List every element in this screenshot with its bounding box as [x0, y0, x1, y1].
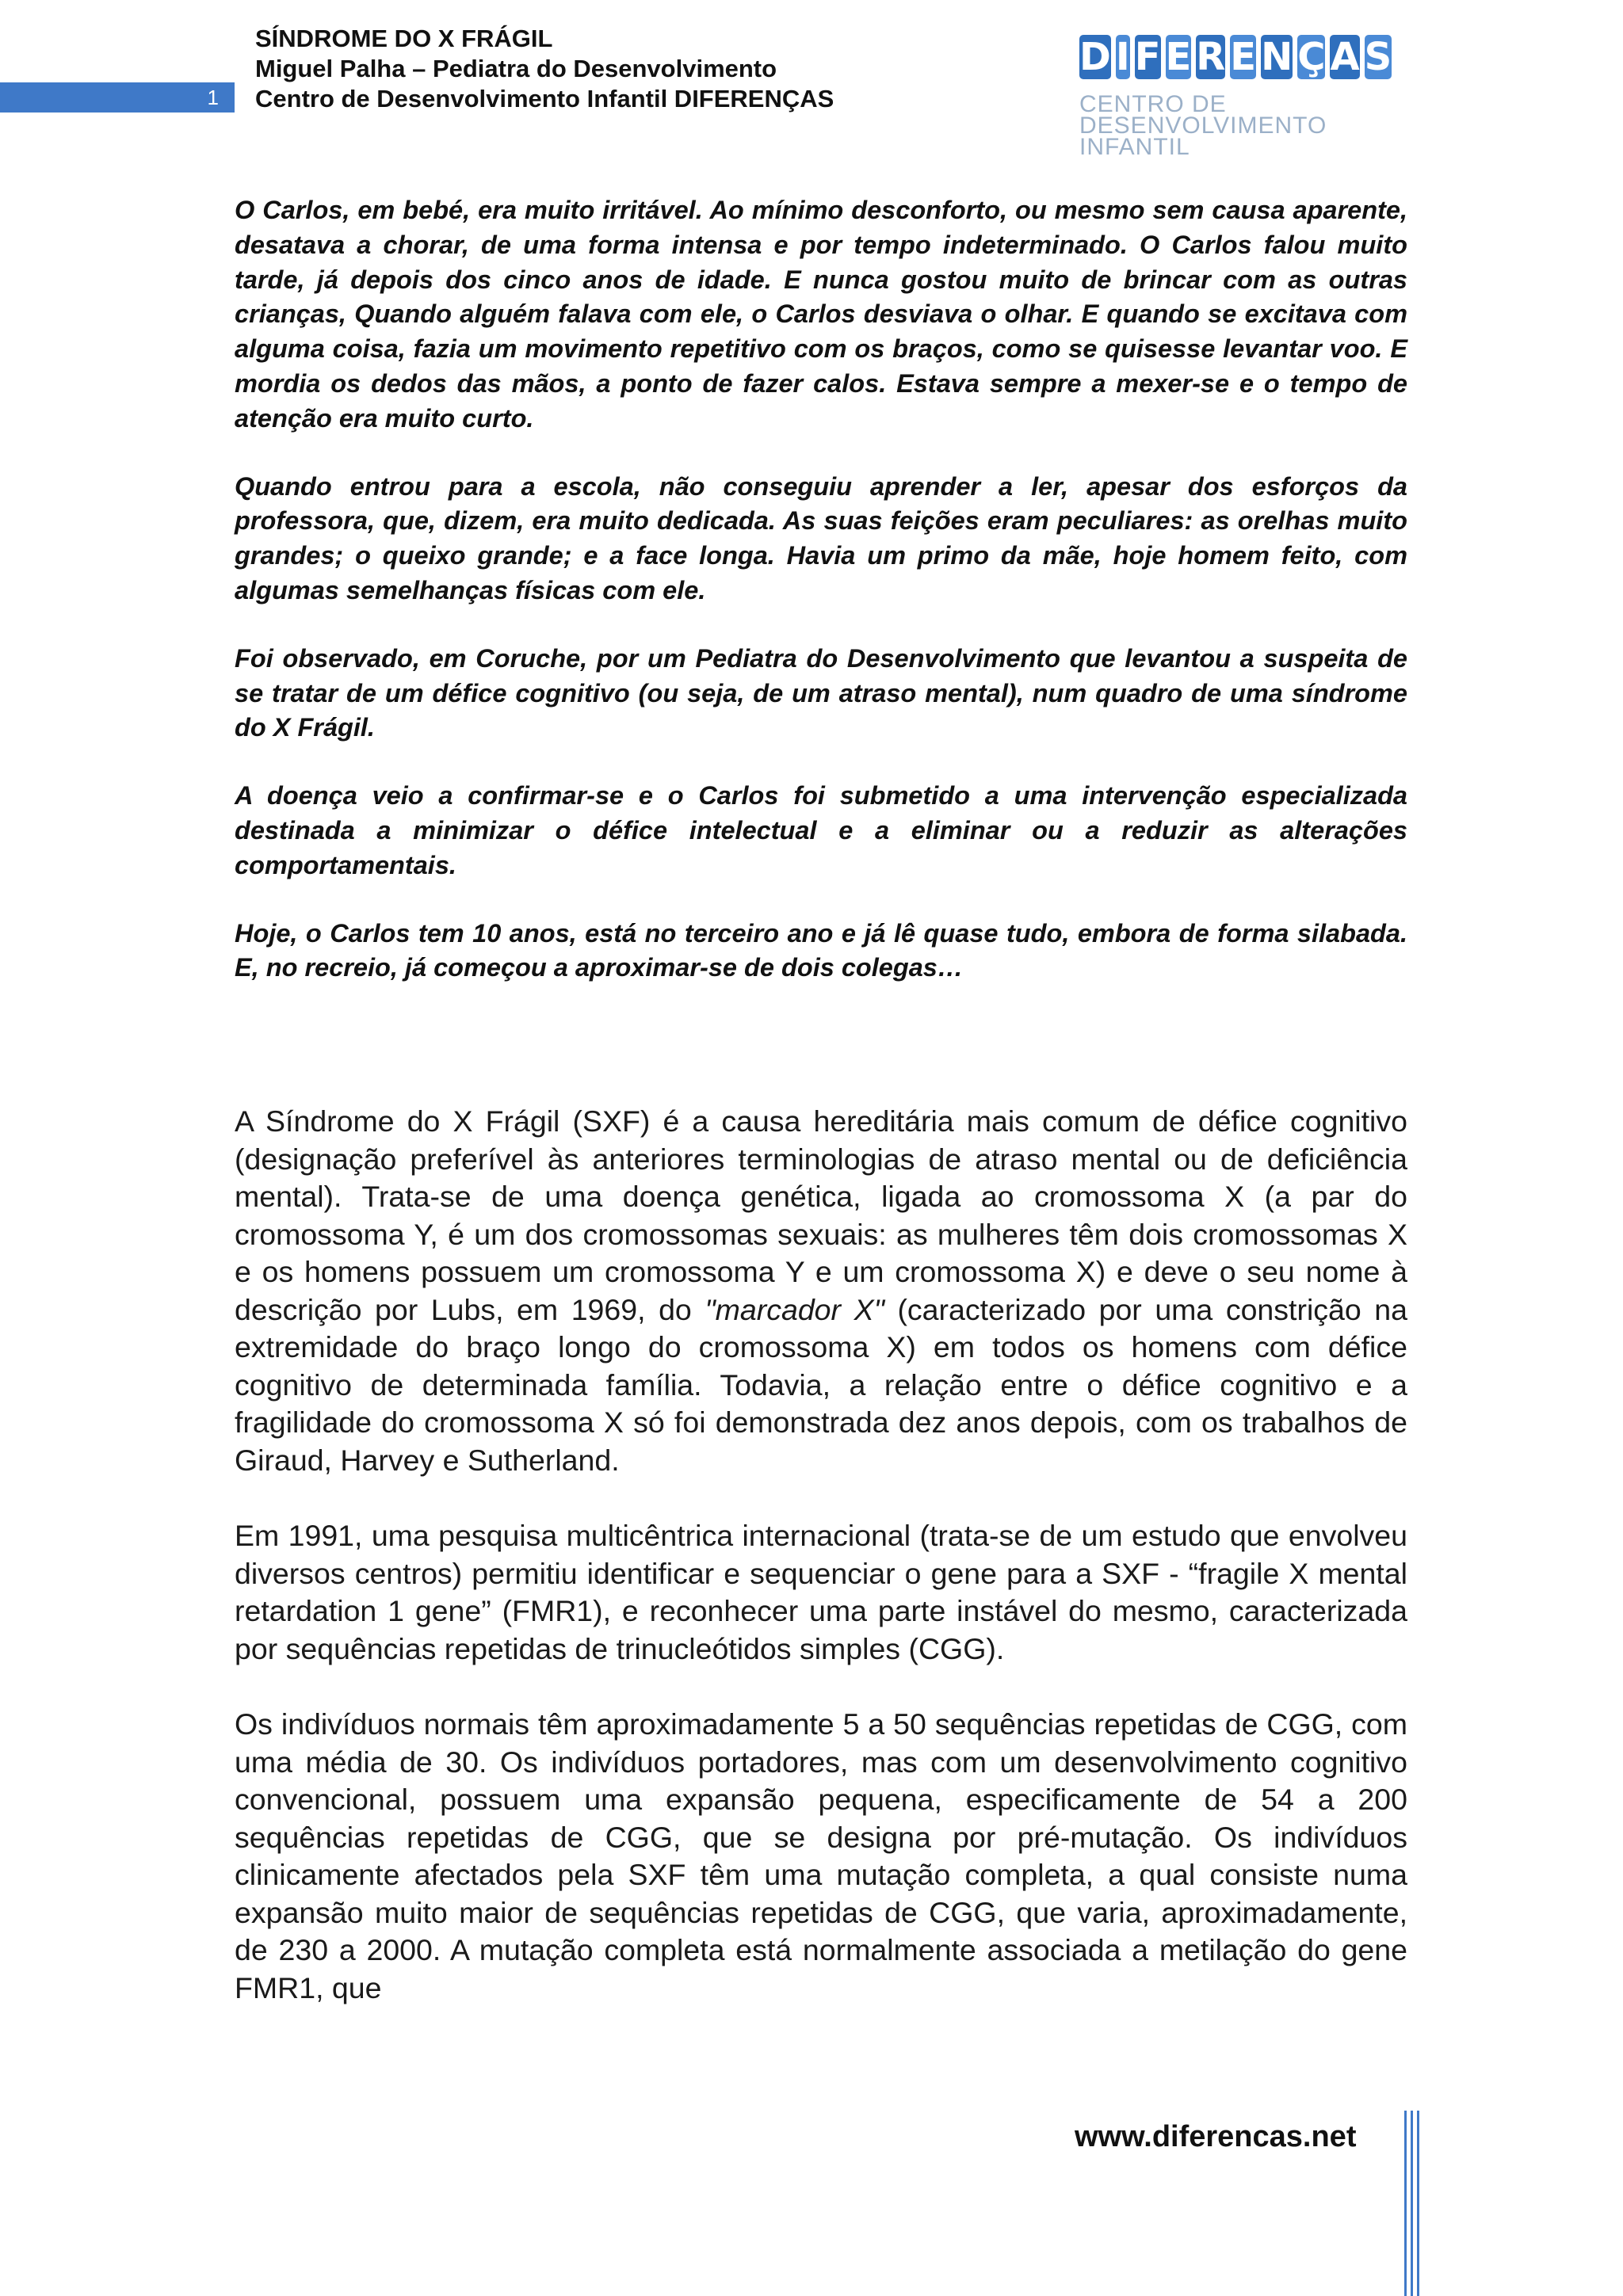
footer-decoration — [1404, 2111, 1423, 2296]
story-paragraph: A doença veio a confirmar-se e o Carlos foi submetido a uma intervenção especializada destinada a minimizar o défice intelectual e a eliminar ou a reduzir as alterações comportamentais. — [235, 781, 1407, 879]
logo-letter: S — [1364, 35, 1392, 79]
logo-letter: E — [1230, 35, 1257, 79]
footer-bar — [1417, 2111, 1419, 2296]
logo-sub-line: INFANTIL — [1079, 134, 1190, 160]
story-paragraph: Hoje, o Carlos tem 10 anos, está no terceiro ano e já lê quase tudo, embora de forma silabada. E, no recreio, já começou a aproximar-se de dois colegas… — [235, 918, 1407, 982]
story-paragraph: Quando entrou para a escola, não conseguiu aprender a ler, apesar dos esforços da professora, que, dizem, era muito dedicada. As suas feições eram peculiares: as orelhas muito grandes; o queixo grande; e a face longa. Havia um primo da mãe, hoje homem feito, com algumas semelhanças físicas com ele. — [235, 471, 1407, 605]
logo-letter: A — [1330, 35, 1360, 79]
logo-letter: I — [1115, 35, 1130, 79]
logo-letter: Ç — [1297, 35, 1326, 79]
logo-sub-line: DESENVOLVIMENTO — [1079, 113, 1327, 139]
logo-wordmark — [1079, 35, 1392, 81]
main-text — [235, 1103, 1407, 2045]
logo-sub-line: CENTRO DE — [1079, 91, 1227, 117]
case-story — [235, 193, 1407, 1019]
body-text: (caracterizado por uma constrição na extremidade do braço longo do cromossoma X) em todos os homens com défice cognitivo de determinada família. Todavia, a relação entre o défice cognitivo e a fragilidade do cromossoma X só foi demonstrada dez anos depois, com os trabalhos de Giraud, Harvey e Sutherland. — [235, 1292, 1407, 1477]
logo-letter: R — [1196, 35, 1226, 79]
page-number: 1 — [0, 82, 235, 113]
document-header — [255, 24, 834, 114]
document-center: Centro de Desenvolvimento Infantil DIFERENÇAS — [255, 85, 834, 113]
body-paragraph: Em 1991, uma pesquisa multicêntrica internacional (trata-se de um estudo que envolveu diversos centros) permitiu identificar e sequenciar o gene para a SXF - “fragile X mental retardation 1 gene” (FMR1), e reconhecer uma parte instável do mesmo, caracterizada por sequências repetidas de trinucleótidos simples (CGG). — [235, 1519, 1407, 1665]
logo-letter: F — [1134, 35, 1161, 79]
story-paragraph: O Carlos, em bebé, era muito irritável. Ao mínimo desconforto, ou mesmo sem causa aparente, desatava a chorar, de uma forma intensa e por tempo indeterminado. O Carlos falou muito tarde, já depois dos cinco anos de idade. E nunca gostou muito de brincar com as outras crianças, Quando alguém falava com ele, o Carlos desviava o olhar. E quando se excitava com alguma coisa, fazia um movimento repetitivo com os braços, como se quisesse levantar voo. E mordia os dedos das mãos, a ponto de fazer calos. Estava sempre a mexer-se e o tempo de atenção era muito curto. — [235, 196, 1407, 433]
logo-letter: N — [1261, 35, 1293, 79]
italic-term: "marcador X" — [705, 1292, 884, 1326]
story-paragraph: Foi observado, em Coruche, por um Pediatra do Desenvolvimento que levantou a suspeita de se tratar de um défice cognitivo (ou seja, de um atraso mental), num quadro de uma síndrome do X Frágil. — [235, 643, 1407, 742]
logo-letter: D — [1079, 35, 1111, 79]
footer-website-link[interactable]: www.diferencas.net — [1075, 2120, 1357, 2153]
footer-bar — [1404, 2111, 1407, 2296]
diferencas-logo — [1079, 35, 1392, 170]
footer-bar — [1411, 2111, 1413, 2296]
body-text: A Síndrome do X Frágil (SXF) é a causa hereditária mais comum de défice cognitivo (designação preferível às anteriores terminologias de atraso mental ou de deficiência mental). Trata-se de uma doença genética, ligada ao cromossoma X (a par do cromossoma Y, é um dos cromossomas sexuais: as mulheres têm dois cromossomas X e os homens possuem um cromossoma Y e um cromossoma X) e deve o seu nome à descrição por Lubs, em 1969, do — [235, 1104, 1407, 1326]
body-paragraph: Os indivíduos normais têm aproximadamente 5 a 50 sequências repetidas de CGG, com uma média de 30. Os indivíduos portadores, mas com um desenvolvimento cognitivo convencional, possuem uma expansão pequena, especificamente de 54 a 200 sequências repetidas de CGG, que se designa por pré-mutação. Os indivíduos clinicamente afectados pela SXF têm uma mutação completa, a qual consiste numa expansão muito maior de sequências repetidas de CGG, que varia, aproximadamente, de 230 a 2000. A mutação completa está normalmente associada a metilação do gene FMR1, que — [235, 1707, 1407, 2004]
body-paragraph — [235, 1103, 1407, 1479]
document-author: Miguel Palha – Pediatra do Desenvolvimento — [255, 55, 777, 82]
document-title: SÍNDROME DO X FRÁGIL — [255, 25, 553, 52]
logo-letter: E — [1165, 35, 1192, 79]
logo-subtitle — [1079, 93, 1341, 158]
